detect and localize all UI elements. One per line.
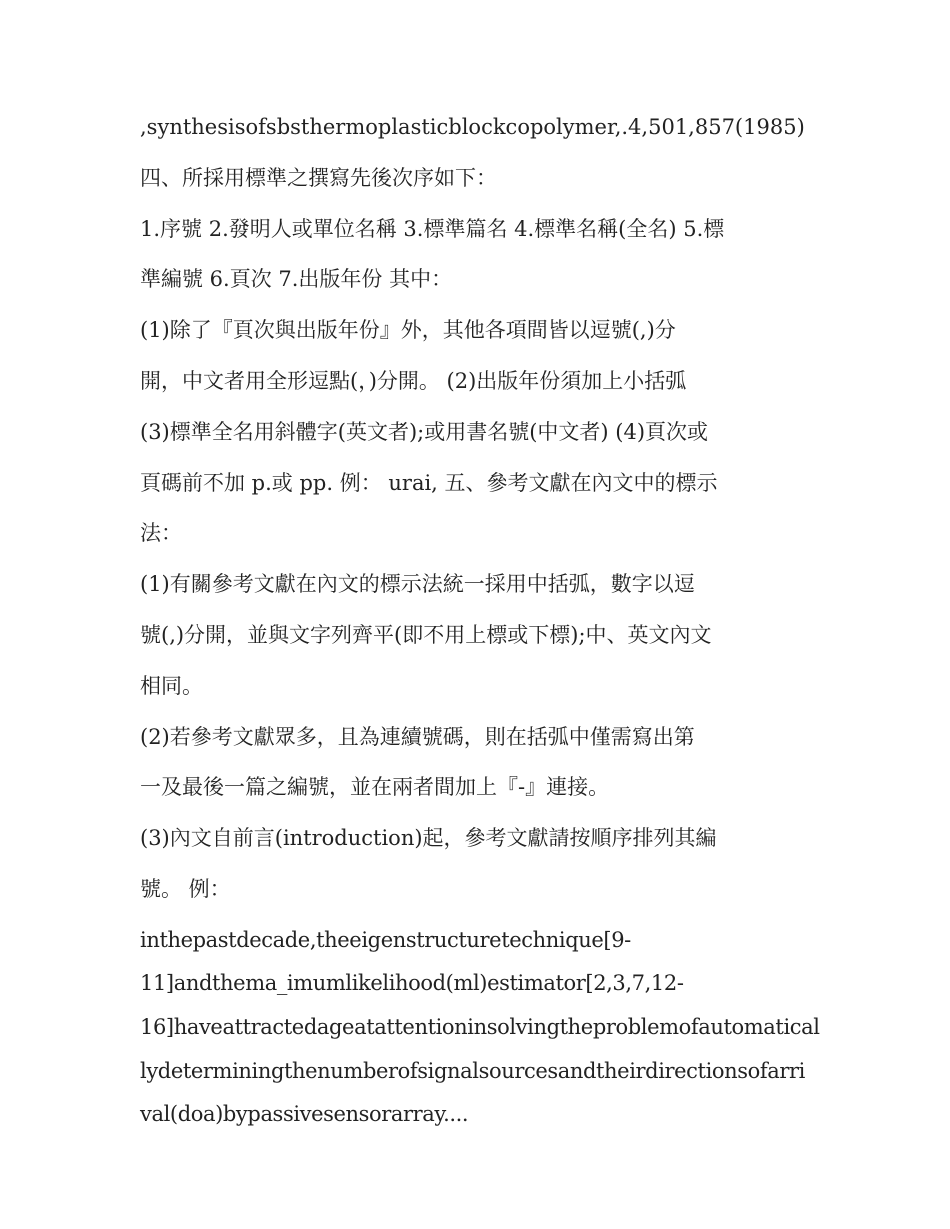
text-line-16: 號。 例： <box>140 876 231 901</box>
example-line-5: val(doa)bypassivesensorarray.... <box>140 1102 469 1127</box>
text-line-3: 1.序號 2.發明人或單位名稱 3.標準篇名 4.標準名稱(全名) 5.標 <box>140 216 725 241</box>
text-line-8: 頁碼前不加 p.或 pp. 例： urai, 五、參考文獻在內文中的標示 <box>140 470 718 495</box>
example-line-1: inthepastdecade,theeigenstructuretechnique[9- <box>140 927 631 952</box>
text-line-10: (1)有關參考文獻在內文的標示法統一採用中括弧，數字以逗 <box>140 572 695 597</box>
text-line-13: (2)若參考文獻眾多，且為連續號碼，則在括弧中僅需寫出第 <box>140 724 695 749</box>
text-line-7: (3)標準全名用斜體字(英文者);或用書名號(中文者) (4)頁次或 <box>140 419 709 444</box>
text-line-6: 開，中文者用全形逗點(，)分開。 (2)出版年份須加上小括弧 <box>140 368 687 393</box>
example-line-3: 16]haveattractedageatattentioninsolvingtheproblemofautomatical <box>140 1014 820 1039</box>
text-line-11: 號(,)分開，並與文字列齊平(即不用上標或下標);中、英文內文 <box>140 622 712 647</box>
text-line-4: 準編號 6.頁次 7.出版年份 其中： <box>140 267 453 292</box>
text-line-12: 相同。 <box>140 673 203 698</box>
text-line-1: ,synthesisofsbsthermoplasticblockcopolymer,.4,501,857(1985) <box>140 115 805 139</box>
document-page <box>140 108 820 1139</box>
text-line-15: (3)內文自前言(introduction)起，參考文獻請按順序排列其編 <box>140 826 717 851</box>
example-line-4: lydeterminingthenumberofsignalsourcesandtheirdirectionsofarri <box>140 1058 805 1083</box>
text-line-5: (1)除了『頁次與出版年份』外，其他各項間皆以逗號(,)分 <box>140 318 676 343</box>
text-line-2: 四、所採用標準之撰寫先後次序如下： <box>140 165 497 190</box>
text-line-9: 法： <box>140 521 182 546</box>
example-line-2: 11]andthema_imumlikelihood(ml)estimator[2,3,7,12- <box>140 971 684 996</box>
text-line-14: 一及最後一篇之編號，並在兩者間加上『-』連接。 <box>140 775 610 800</box>
